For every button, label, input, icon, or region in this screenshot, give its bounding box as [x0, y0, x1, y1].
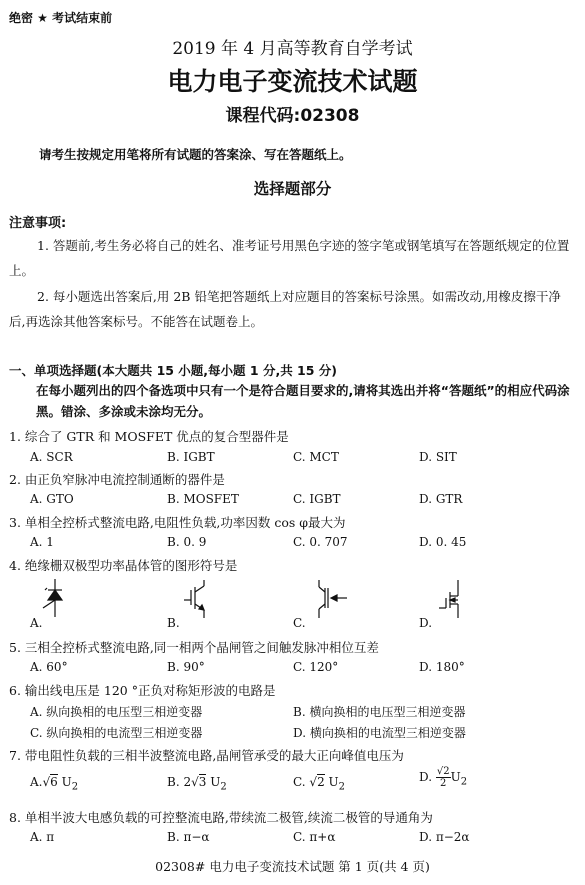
radicand: 6 [50, 775, 58, 789]
option-b: B. MOSFET [167, 492, 239, 506]
option-a: A. 纵向换相的电压型三相逆变器 [30, 705, 203, 719]
option-a: A. 60° [30, 660, 68, 674]
option-a: A. 1 [30, 535, 54, 549]
option-c: C. 120° [293, 660, 339, 674]
option-d: D. GTR [419, 492, 463, 506]
u-symbol: U [450, 770, 461, 784]
symbol-b-icon [182, 578, 212, 620]
section-heading: 一、单项选择题(本大题共 15 小题,每小题 1 分,共 15 分) [9, 363, 338, 378]
fraction-numerator: √2 [436, 766, 450, 777]
u-subscript: 2 [220, 781, 227, 793]
u-subscript: 2 [460, 776, 468, 788]
section-description: 在每小题列出的四个备选项中只有一个是符合题目要求的,请将其选出并将“答题纸”的相应代码涂黑。错涂、多涂或未涂均无分。 [36, 383, 570, 419]
option-b: B. [167, 616, 180, 630]
option-a: A. π [30, 830, 55, 844]
question-stem: 1. 综合了 GTR 和 MOSFET 优点的复合型器件是 [9, 429, 289, 444]
notice-item: 1. 答题前,考生务必将自己的姓名、准考证号用黑色字迹的签字笔或钢笔填写在答题纸规定的位置上。 [9, 238, 570, 278]
option-c: C. IGBT [293, 492, 341, 506]
question-stem: 2. 由正负窄脉冲电流控制通断的器件是 [9, 472, 225, 487]
option-d: D. 180° [419, 660, 465, 674]
course-title: 电力电子变流技术试题 [167, 67, 418, 96]
option-b: B. IGBT [167, 450, 215, 464]
option-d: D. 横向换相的电流型三相逆变器 [293, 726, 466, 740]
notice-heading: 注意事项: [9, 216, 67, 231]
option-c: C. [293, 616, 306, 630]
symbol-a-icon [38, 577, 72, 619]
course-code: 课程代码:02308 [225, 106, 360, 126]
fraction-denominator: 2 [440, 778, 447, 789]
fraction [436, 766, 451, 789]
page-footer: 02308# 电力电子变流技术试题 第 1 页(共 4 页) [155, 859, 430, 874]
option-c: C. MCT [293, 450, 339, 464]
option-c: C. 0. 707 [293, 535, 348, 549]
option-d: D. 0. 45 [419, 535, 467, 549]
option-d: D. SIT [419, 450, 457, 464]
question-stem: 4. 绝缘栅双极型功率晶体管的图形符号是 [9, 558, 238, 573]
option-b: B. 横向换相的电压型三相逆变器 [293, 705, 466, 719]
radicand: 3 [198, 775, 207, 789]
u-symbol: U [61, 775, 72, 789]
option-a [30, 775, 78, 792]
option-a: A. [30, 616, 43, 630]
option-d-label: D. [419, 770, 433, 784]
u-subscript: 2 [71, 781, 79, 793]
option-a: A. GTO [30, 492, 74, 506]
option-d: D. π−2α [419, 830, 470, 844]
option-c-label: C. [293, 775, 306, 789]
question-stem: 7. 带电阻性负载的三相半波整流电路,晶闸管承受的最大正向峰值电压为 [9, 748, 404, 763]
question-stem: 5. 三相全控桥式整流电路,同一相两个晶闸管之间触发脉冲相位互差 [9, 640, 379, 655]
root-sign: √ [309, 775, 318, 789]
notice-item: 2. 每小题选出答案后,用 2B 铅笔把答题纸上对应题目的答案标号涂黑。如需改动,用橡皮擦干净后,再选涂其他答案标号。不能答在试题卷上。 [9, 289, 561, 329]
option-b [167, 775, 227, 792]
exam-title: 2019 年 4 月高等教育自学考试 [172, 39, 413, 59]
root-sign: √ [191, 775, 199, 789]
option-d: D. [419, 616, 433, 630]
u-symbol: U [210, 775, 221, 789]
u-subscript: 2 [338, 781, 346, 793]
option-c: C. π+α [293, 830, 336, 844]
option-a-label: A. [30, 775, 43, 789]
option-c: C. 纵向换相的电流型三相逆变器 [30, 726, 203, 740]
instruction: 请考生按规定用笔将所有试题的答案涂、写在答题纸上。 [39, 147, 352, 162]
secret-mark: 绝密 ★ 考试结束前 [9, 11, 113, 25]
option-b: B. 0. 9 [167, 535, 207, 549]
option-b: B. 90° [167, 660, 205, 674]
symbol-c-icon [313, 578, 349, 620]
option-b: B. π−α [167, 830, 210, 844]
option-b-label: B. 2 [167, 775, 192, 789]
part-title: 选择题部分 [253, 180, 332, 198]
option-c [293, 775, 345, 792]
question-stem: 8. 单相半波大电感负载的可控整流电路,带续流二极管,续流二极管的导通角为 [9, 810, 433, 825]
symbol-d-icon [437, 578, 467, 620]
option-d [419, 766, 467, 789]
u-symbol: U [328, 775, 339, 789]
option-a: A. SCR [30, 450, 73, 464]
question-stem: 6. 输出线电压是 120 °正负对称矩形波的电路是 [9, 683, 276, 698]
question-stem: 3. 单相全控桥式整流电路,电阻性负载,功率因数 cos φ最大为 [9, 515, 346, 530]
root-sign: √ [42, 775, 51, 789]
radicand: 2 [317, 775, 325, 789]
